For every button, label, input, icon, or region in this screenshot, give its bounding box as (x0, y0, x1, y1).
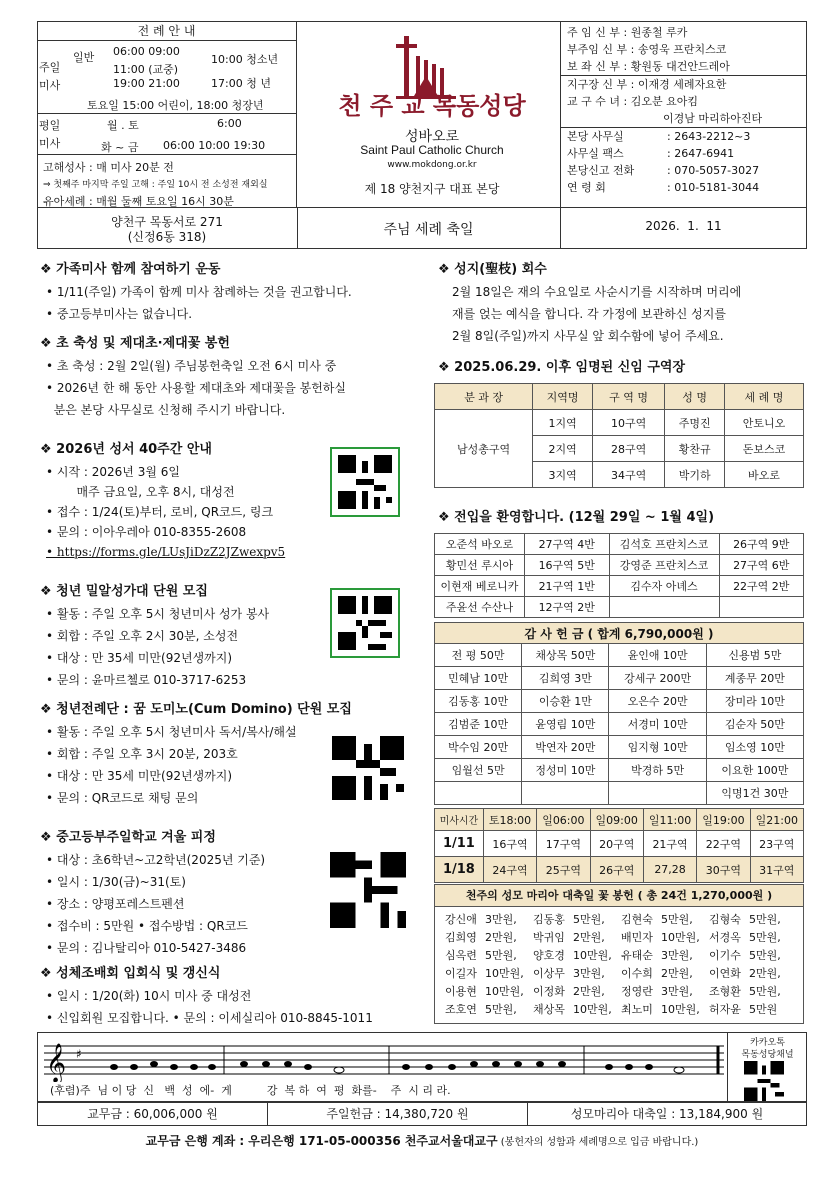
mon-sat-time: 6:00 (217, 117, 242, 130)
district: 제 18 양천지구 대표 본당 (364, 182, 500, 196)
tue-fri-time: 06:00 10:00 19:30 (163, 139, 266, 152)
weekday-label: 일반 (73, 51, 95, 64)
sunday-label: 주일 미사 (39, 61, 61, 92)
total-dues: 교무금 : 60,006,000 원 (38, 1103, 268, 1125)
notice-family-mass: ❖ 가족미사 함께 참여하기 운동 • 1/11(주일) 가족이 함께 미사 참례하는 것을 권고합니다. • 중고등부미사는 없습니다. (40, 262, 352, 321)
church-web[interactable]: www.mokdong.or.kr (387, 160, 477, 170)
qr-code-bible[interactable] (330, 447, 400, 517)
sun-times-2: 11:00 (교중) (113, 63, 179, 76)
bank-info (37, 1130, 807, 1149)
staff-row: 주 임 신 부 : 원종철 루카 (567, 26, 688, 39)
sun-times-1: 06:00 09:00 (113, 45, 180, 58)
total-feast: 성모마리아 대축일 : 13,184,900 원 (570, 1107, 764, 1121)
qr-code-retreat[interactable] (330, 852, 406, 928)
bible-link[interactable]: • https://forms.gle/LUsJiDzZ2JZwexpv5 (46, 545, 286, 559)
lyrics: (후렴)주 님 이 당 신 백 성 에- 게 강 복 하 여 평 화를- 주 시 리 라. (50, 1084, 451, 1097)
qr-icon (338, 455, 392, 509)
mass-info (37, 21, 297, 207)
list-item: 심옥련 5만원, 양호경 10만원, 유태순 3만원, 이기수 5만원, (445, 949, 781, 962)
tue-fri: 화 ~ 금 (101, 141, 139, 154)
mon-sat: 월 . 토 (107, 119, 139, 132)
notice-bible: ❖ 2026년 성서 40주간 안내 • 시작 : 2026년 3월 6일 매주 금요일, 오후 8시, 대성전 • 접수 : 1/24(토)부터, 로비, QR코드, 링크 • 문의 : 이아우레아 010-8355-2608 • https://forms.gle/LUsJiDzZ2JZwexpv5 (40, 438, 420, 576)
table-row: 민혜남 10만 김희영 3만 강세구 200만 계종무 20만 (435, 667, 804, 690)
table-row: 2지역 28구역 황찬규 돈보스코 (435, 436, 804, 462)
qr-icon (332, 736, 404, 800)
list-item: 강신애 3만원, 김동홍 5만원, 김현숙 5만원, 김형숙 5만원, (445, 913, 781, 926)
table-row: 1/18 24구역 25구역 26구역 27,28 30구역 31구역 (435, 857, 804, 883)
attendance-table (434, 808, 804, 883)
address-2: (신정6동 318) (127, 230, 207, 244)
table-header: 미사시간 토18:00 일06:00 일09:00 일11:00 일19:00 일21:00 (435, 809, 804, 831)
qr-icon (330, 852, 406, 928)
church-name-kr: 천 주 교 목동성당 (338, 92, 526, 120)
bank-note: (봉헌자의 성함과 세례명으로 입금 바랍니다.) (497, 1137, 699, 1148)
notice-candles: ❖ 초 축성 및 제대초·제대꽃 봉헌 • 초 축성 : 2월 2일(월) 주님봉헌축일 오전 6시 미사 중 • 2026년 한 해 동안 사용할 제대초와 제대꽃을 봉헌하실 분은 본당 사무실로 신청해 주시기 바랍니다. (40, 336, 346, 417)
table-row: 황민선 루시아 16구역 5반 강영준 프란치스코 27구역 6반 (435, 555, 804, 576)
bank-account: 교무금 은행 계좌 : 우리은행 171-05-000356 천주교서울대교구 (145, 1134, 498, 1148)
qr-icon (338, 596, 392, 650)
table-row: 임월선 5만 정성미 10만 박경하 5만 이요한 100만 (435, 759, 804, 782)
youth-mass: 10:00 청소년 (211, 53, 279, 66)
staff-list (561, 21, 807, 196)
qr-icon (744, 1061, 784, 1101)
notice-retreat: ❖ 중고등부주일학교 겨울 피정 • 대상 : 초6학년~고2학년(2025년 기준) • 일시 : 1/30(금)~31(토) • 장소 : 양평포레스트펜션 • 접수비 : 5만원 • 접수방법 : QR코드 • 문의 : 김나탈리아 010-5427-3486 (40, 830, 266, 955)
young-mass: 17:00 청 년 (211, 77, 271, 90)
list-item: 김희영 2만원, 박귀임 2만원, 배민자 10만원, 서경옥 5만원, (445, 931, 781, 944)
total-sunday: 주일헌금 : 14,380,720 원 (268, 1103, 528, 1125)
bulletin-date: 2026. 1. 11 (645, 219, 722, 233)
church-patron: 성바오로 (404, 129, 460, 145)
address-1: 양천구 목동서로 271 (111, 215, 223, 229)
weekday-mass-label: 평일 미사 (39, 119, 61, 150)
table-header: 분 과 장 지역명 구 역 명 성 명 세 례 명 (435, 384, 804, 410)
table-row: 주윤선 수산나 12구역 2반 (435, 597, 804, 618)
mass-title: 전 례 안 내 (37, 21, 296, 41)
table-row: 익명1건 30만 (435, 782, 804, 805)
totals-box (37, 1102, 807, 1126)
staff-row: 교 구 수 녀 : 김오분 요아킴 (567, 95, 698, 108)
table-row: 전 평 50만 채상목 50만 윤인애 10만 신용범 5만 (435, 644, 804, 667)
infant-baptism: 유아세례 : 매월 둘째 토요일 16시 30분 (43, 195, 234, 208)
notice-choir: ❖ 청년 밀알성가대 단원 모집 • 활동 : 주일 오후 5시 청년미사 성가 봉사 • 회합 : 주일 오후 2시 30분, 소성전 • 대상 : 만 35세 미만(92년생까지) • 문의 : 윤마르첼로 010-3717-6253 (40, 584, 270, 687)
staff-row: 본당신고 전화 : 070-5057-3027 (567, 164, 760, 177)
qr-code-choir[interactable] (330, 588, 400, 658)
kakao-qr[interactable] (744, 1061, 784, 1101)
staff-row: 부주임 신 부 : 송영욱 프란치스코 (567, 43, 727, 56)
feast-name: 주님 세례 축일 (383, 222, 474, 238)
leaders-title: ❖ 2025.06.29. 이후 임명된 신임 구역장 (438, 360, 686, 375)
welcome-table (434, 533, 804, 618)
staff-row: 본당 사무실 : 2643-2212~3 (561, 127, 807, 145)
list-item: 조호연 5만원, 채상목 10만원, 최노미 10만원, 허자윤 5만원 (445, 1003, 778, 1016)
music-staff (44, 1040, 724, 1082)
flowers-box (434, 884, 804, 1024)
table-row: 김동홍 10만 이승환 1만 오은수 20만 장미라 10만 (435, 690, 804, 713)
church-name-en: Saint Paul Catholic Church (360, 143, 504, 157)
table-row: 오준석 바오로 27구역 4반 김석호 프란치스코 26구역 9반 (435, 534, 804, 555)
table-row: 3지역 34구역 박기하 바오로 (435, 462, 804, 488)
flowers-list (445, 911, 781, 1019)
list-item: 이길자 10만원, 이상무 3만원, 이수희 2만원, 이연화 2만원, (445, 967, 781, 980)
notice-liturgy: ❖ 청년전례단 : 꿈 도미노(Cum Domino) 단원 모집 • 활동 : 주일 오후 5시 청년미사 독서/복사/해설 • 회합 : 주일 오후 3시 20분, 203호 • 대상 : 만 35세 미만(92년생까지) • 문의 : QR코드로 채팅 문의 (40, 702, 352, 805)
svg-text:𝄞: 𝄞 (46, 1043, 67, 1082)
qr-code-liturgy[interactable] (332, 736, 404, 800)
list-item: 이용현 10만원, 이정화 2만원, 정영란 3만원, 조형환 5만원, (445, 985, 781, 998)
staff-panel (560, 21, 807, 207)
kakao-label-1: 카카오톡 (750, 1038, 785, 1048)
staff-row: 이경남 마리하아진타 (663, 112, 763, 125)
svg-text:♯: ♯ (76, 1047, 82, 1061)
saturday-mass: 토요일 15:00 어린이, 18:00 청장년 (87, 99, 264, 112)
thanks-table (434, 643, 804, 805)
kakao-label-2: 목동성당채널 (741, 1050, 794, 1060)
confession: 고해성사 : 매 미사 20분 전 (43, 161, 174, 174)
thanks-title: 감 사 헌 금 ( 합계 6,790,000원 ) (434, 622, 804, 644)
table-row: 박수임 20만 박연자 20만 임지형 10만 임소영 10만 (435, 736, 804, 759)
table-row: 1/11 16구역 17구역 20구역 21구역 22구역 23구역 (435, 831, 804, 857)
staff-row: 연 령 회 : 010-5181-3044 (567, 181, 760, 194)
palm-notice: ❖ 성지(聖枝) 회수 2월 18일은 재의 수요일로 사순시기를 시작하며 머리에 재를 얹는 예식을 합니다. 각 가정에 보관하신 성지를 2월 8일(주일)까지 사무실 앞 회수함에 넣어 주세요. (438, 262, 742, 343)
sun-times-3: 19:00 21:00 (113, 77, 180, 90)
staff-row: 사무실 팩스 : 2647-6941 (567, 147, 735, 160)
notice-adoration: ❖ 성체조배회 입회식 및 갱신식 • 일시 : 1/20(화) 10시 미사 중 대성전 • 신입회원 모집합니다. • 문의 : 이세실리아 010-8845-1011 (40, 966, 373, 1025)
flowers-title: 천주의 성모 마리아 대축일 꽃 봉헌 ( 총 24건 1,270,000원 ) (435, 885, 803, 907)
table-row: 이현재 베로니카 21구역 1반 김수자 아녜스 22구역 2반 (435, 576, 804, 597)
table-row: 김범준 10만 윤영림 10만 서경미 10만 김순자 50만 (435, 713, 804, 736)
table-row: 남성총구역 1지역 10구역 주명진 안토니오 (435, 410, 804, 436)
staff-row: 지구장 신 부 : 이재경 세례자요한 (561, 75, 807, 93)
confession-2: ⇒ 첫째주 마지막 주일 고해 : 주일 10시 전 소성전 재외실 (43, 180, 268, 190)
leaders-table (434, 383, 804, 488)
staff-row: 보 좌 신 부 : 황원동 대건안드레아 (567, 60, 730, 73)
welcome-title: ❖ 전입을 환영합니다. (12월 29일 ~ 1월 4일) (438, 510, 715, 525)
